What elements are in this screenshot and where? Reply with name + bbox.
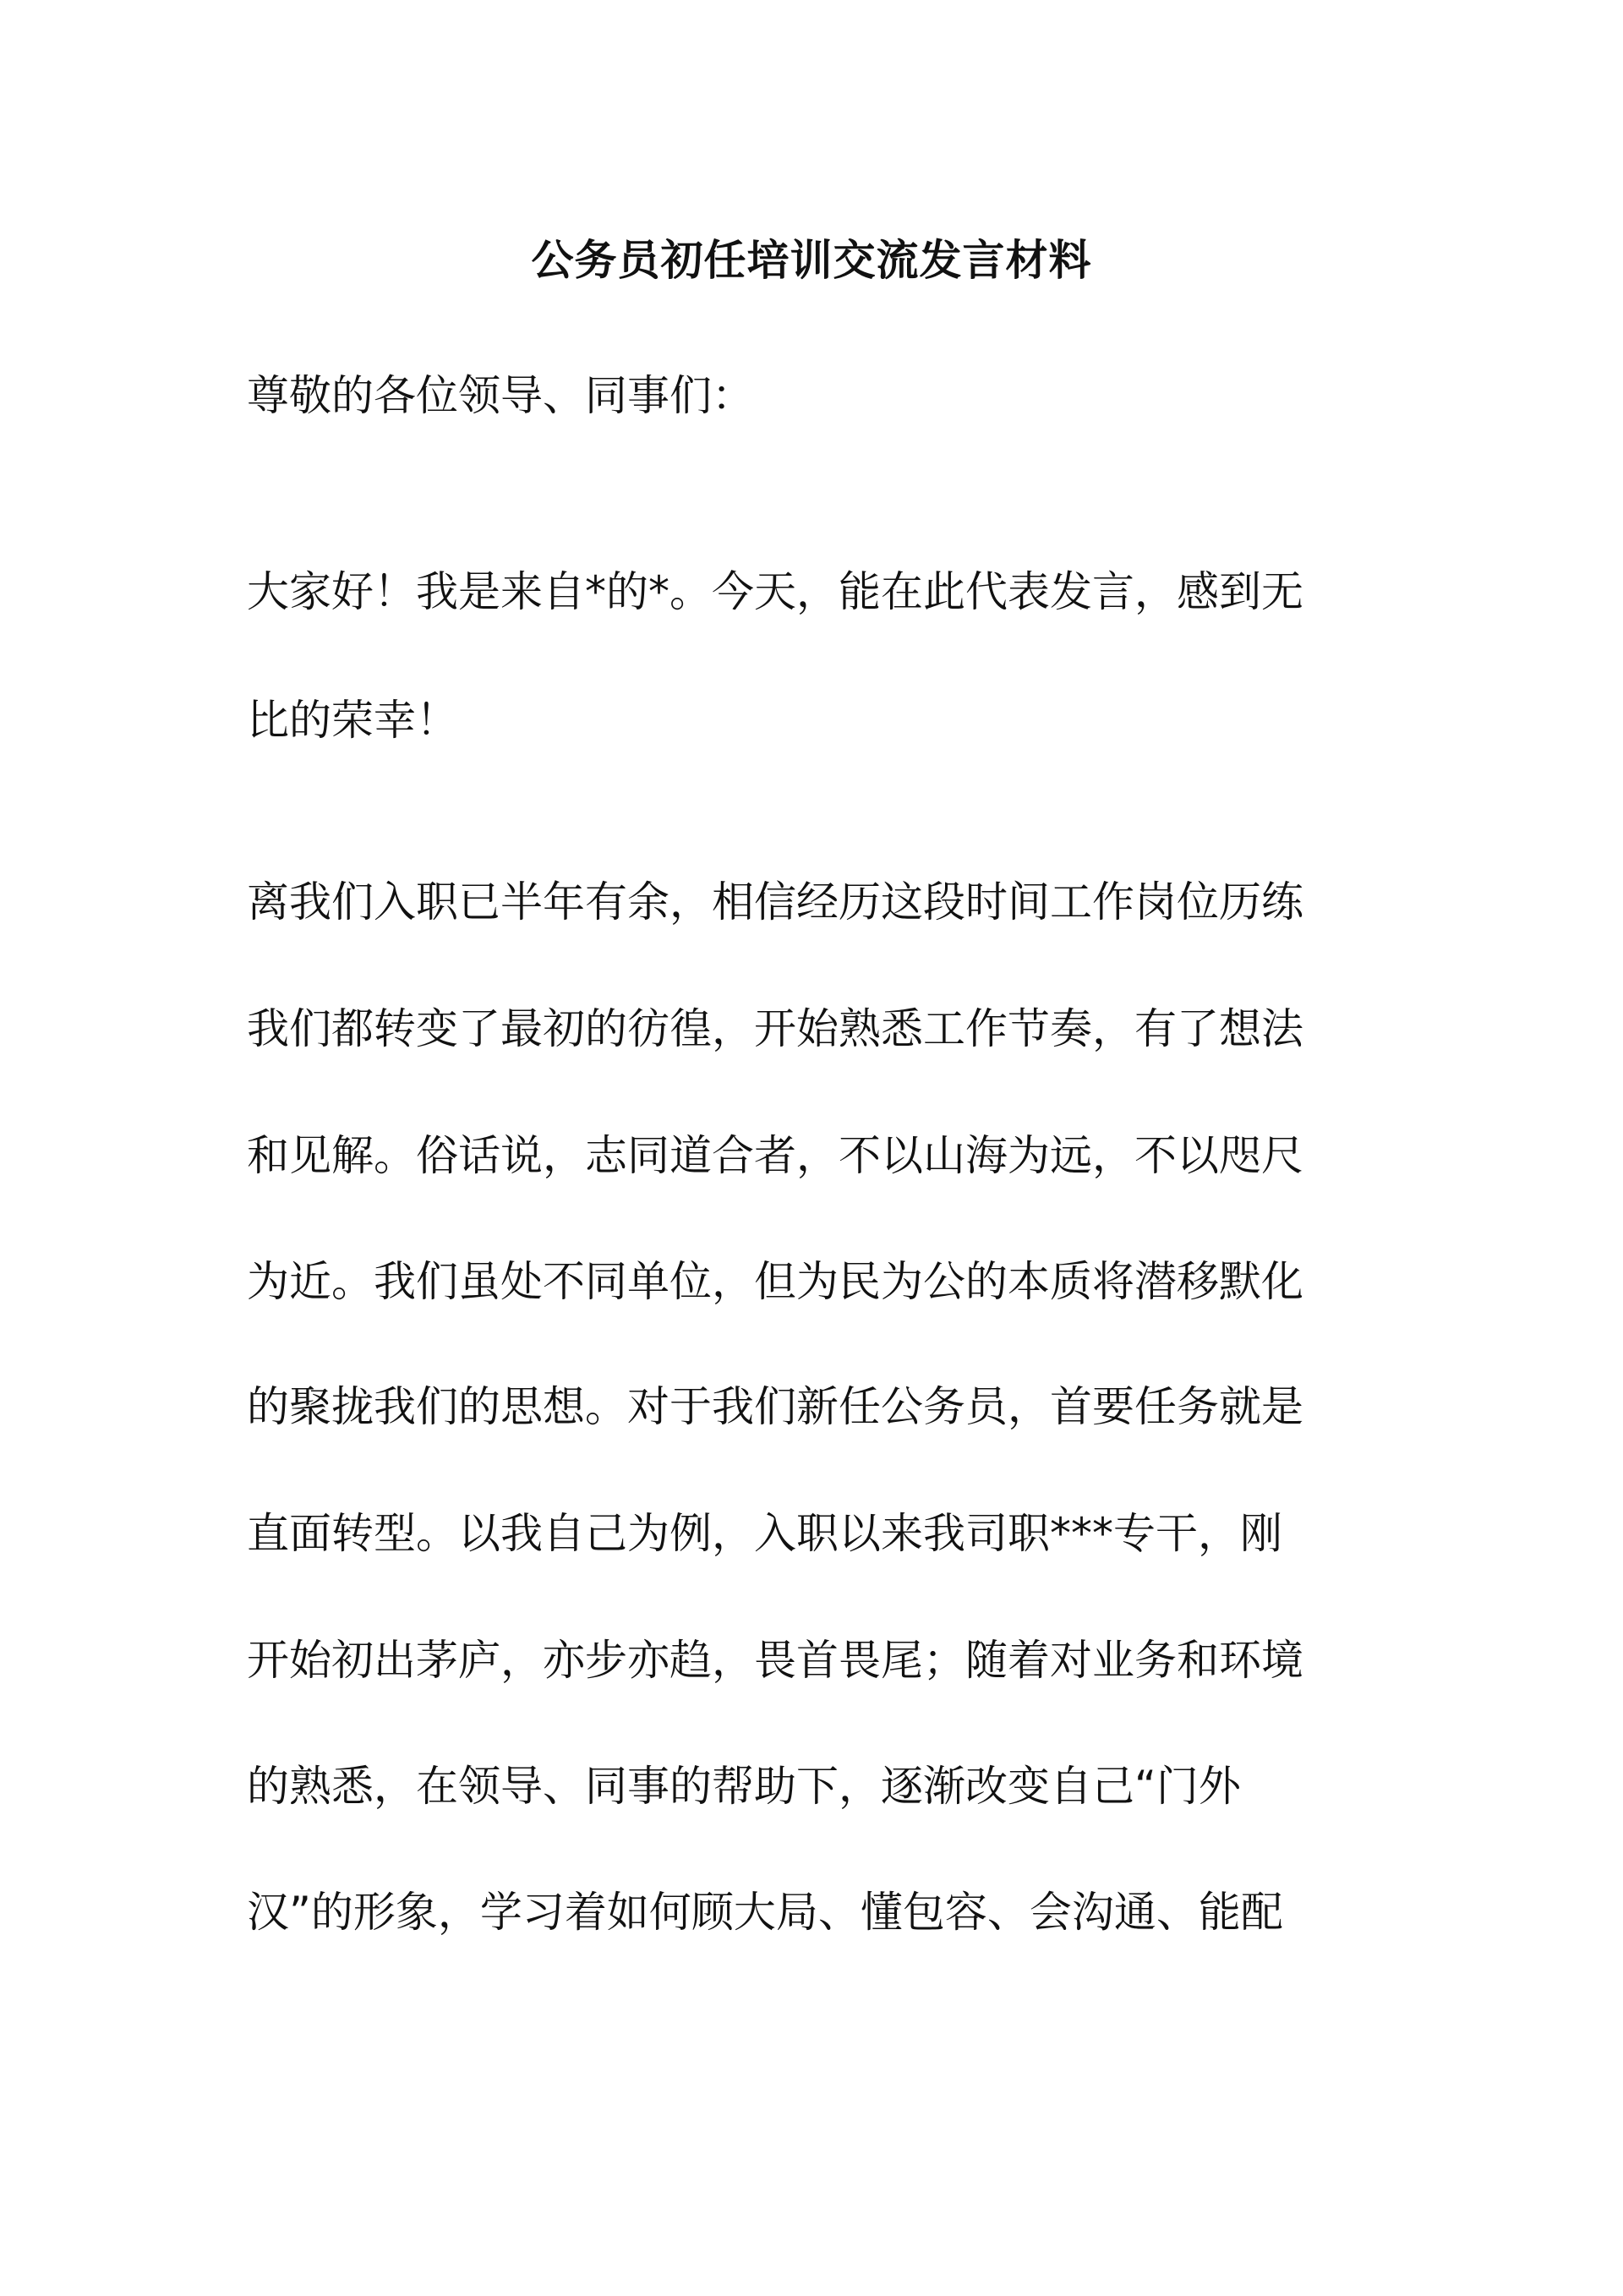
paragraph-2-line: 开始初出茅庐，亦步亦趋，畏首畏尾；随着对业务和环境 bbox=[247, 1636, 1303, 1685]
paragraph-2-line: 和见解。俗话说，志同道合者，不以山海为远，不以咫尺 bbox=[247, 1131, 1303, 1180]
paragraph-2-line: 我们都转变了最初的彷徨，开始熟悉工作节奏，有了想法 bbox=[247, 1004, 1303, 1053]
paragraph-2-line: 离我们入职已半年有余，相信经历这段时间工作岗位历练 bbox=[247, 877, 1303, 927]
paragraph-2-line: 直面转型。以我自己为例，入职以来我司职***专干，刚 bbox=[247, 1509, 1282, 1558]
paragraph-2-line: 的聚拢我们的思想。对于我们新任公务员，首要任务就是 bbox=[247, 1382, 1303, 1431]
document-title: 公务员初任培训交流发言材料 bbox=[531, 236, 1092, 285]
paragraph-2-line: 为近。我们虽处不同单位，但为民为公的本质将潜移默化 bbox=[247, 1257, 1303, 1306]
paragraph-1-line: 比的荣幸！ bbox=[247, 696, 458, 745]
paragraph-2-line: 汉”的形象，学习着如何顾大局、懂包容、会沟通、能配 bbox=[247, 1888, 1283, 1937]
salutation: 尊敬的各位领导、同事们： bbox=[247, 371, 754, 420]
paragraph-2-line: 的熟悉，在领导、同事的帮助下，逐渐改变自己“门外 bbox=[247, 1762, 1241, 1811]
paragraph-1-line: 大家好！我是来自*的*。今天，能在此代表发言，感到无 bbox=[247, 567, 1303, 616]
